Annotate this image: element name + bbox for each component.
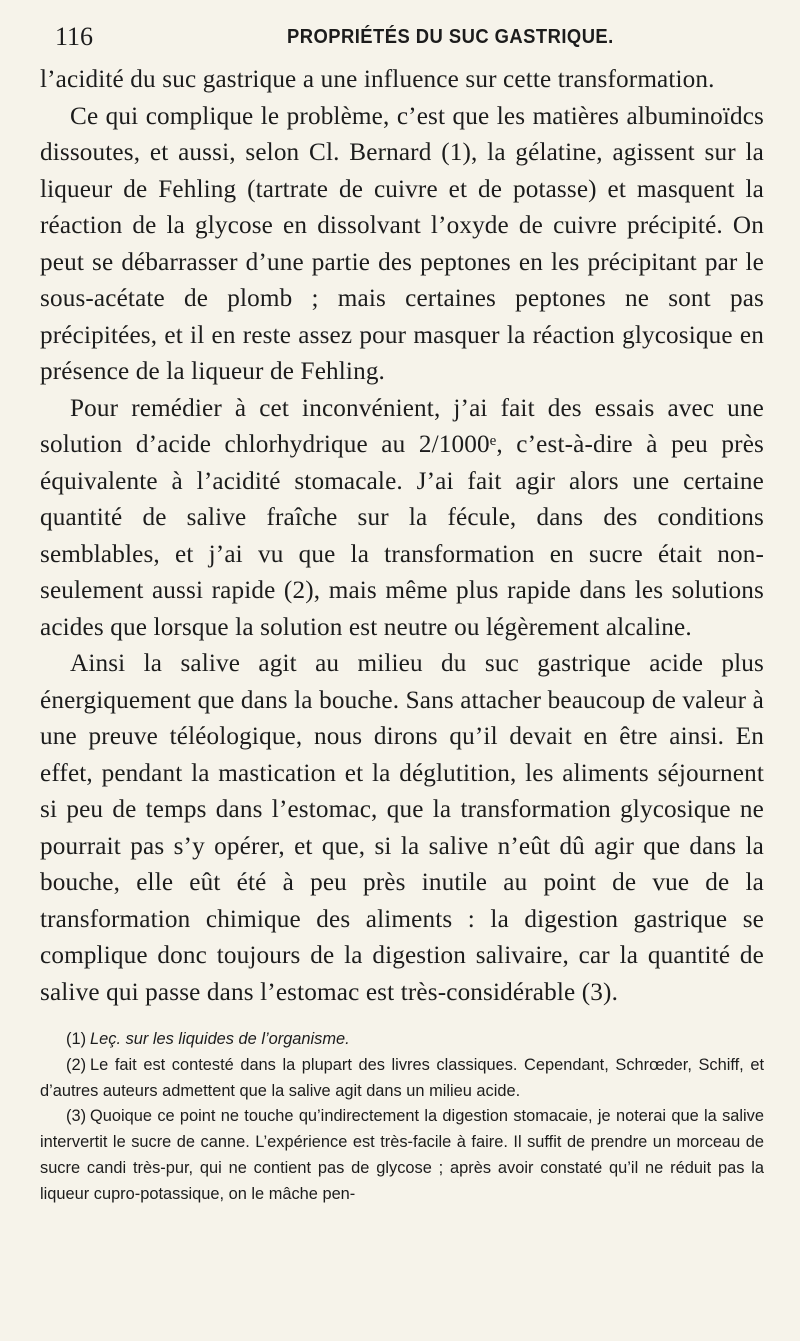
footnote-label: (2) bbox=[66, 1055, 87, 1074]
main-text bbox=[40, 62, 764, 1011]
footnote-2 bbox=[40, 1053, 764, 1105]
footnote-label: (1) bbox=[66, 1030, 87, 1048]
paragraph-saliva-action: Ainsi la salive agit au milieu du suc gastrique acide plus énergiquement que dans la bouche. Sans attacher beaucoup de valeur à une preuve téléologique, nous dirons qu’il devait en être ainsi. En effet, pendant la mastication et la déglutition, les aliments séjournent si peu de temps dans l’estomac, que la transformation glycosique ne pourrait pas s’y opérer, et que, si la salive n’eût dû agir que dans la bouche, elle eût été à peu près inutile au point de vue de la transformation chimique des aliments : la digestion gastrique se complique donc toujours de la digestion salivaire, car la quantité de salive qui passe dans l’estomac est très-considérable (3). bbox=[40, 650, 764, 1006]
footnote-3 bbox=[40, 1104, 764, 1207]
page-number: 116 bbox=[55, 22, 94, 51]
footnote-1 bbox=[40, 1027, 764, 1053]
footnote-text: Leç. sur les liquides de l’organisme. bbox=[90, 1030, 350, 1048]
paragraph-continuation: l’acidité du suc gastrique a une influence sur cette transformation. bbox=[40, 66, 715, 93]
page-header bbox=[40, 18, 764, 60]
footnote-text: Quoique ce point ne touche qu’indirectement la digestion stomacaie, je noterai que la salive intervertit le sucre de canne. L’expérience est très-facile à faire. Il suffit de prendre un morceau de sucre candi très-pur, qui ne contient pas de glycose ; après avoir constaté qu’il ne réduit pas la liqueur cupro-potassique, on le mâche pen- bbox=[40, 1107, 764, 1203]
book-page bbox=[40, 18, 764, 1208]
running-title: PROPRIÉTÉS DU SUC GASTRIQUE. bbox=[287, 26, 614, 48]
paragraph-experiment: Pour remédier à cet inconvénient, j’ai fait des essais avec une solution d’acide chlorhydrique au 2/1000ᵉ, c’est-à-dire à peu près équivalente à l’acidité stomacale. J’ai fait agir alors une certaine quantité de salive fraîche sur la fécule, dans des conditions semblables, et j’ai vu que la transformation en sucre était non-seulement aussi rapide (2), mais même plus rapide dans les solutions acides que lorsque la solution est neutre ou légèrement alcaline. bbox=[40, 394, 764, 641]
footnote-text: Le fait est contesté dans la plupart des livres classiques. Cependant, Schrœder, Schiff, et d’autres auteurs admettent que la salive agit dans un milieu acide. bbox=[40, 1055, 764, 1100]
paragraph-albuminoids: Ce qui complique le problème, c’est que les matières albuminoïdcs dissoutes, et aussi, selon Cl. Bernard (1), la gélatine, agissent sur la liqueur de Fehling (tartrate de cuivre et de potasse) et masquent la réaction de la glycose en dissolvant l’oxyde de cuivre précipité. On peut se débarrasser d’une partie des peptones en les précipitant par le sous-acétate de plomb ; mais certaines peptones ne sont pas précipitées, et il en reste assez pour masquer la réaction glycosique en présence de la liqueur de Fehling. bbox=[40, 102, 764, 385]
footnote-label: (3) bbox=[66, 1107, 87, 1126]
footnotes bbox=[40, 1027, 764, 1208]
